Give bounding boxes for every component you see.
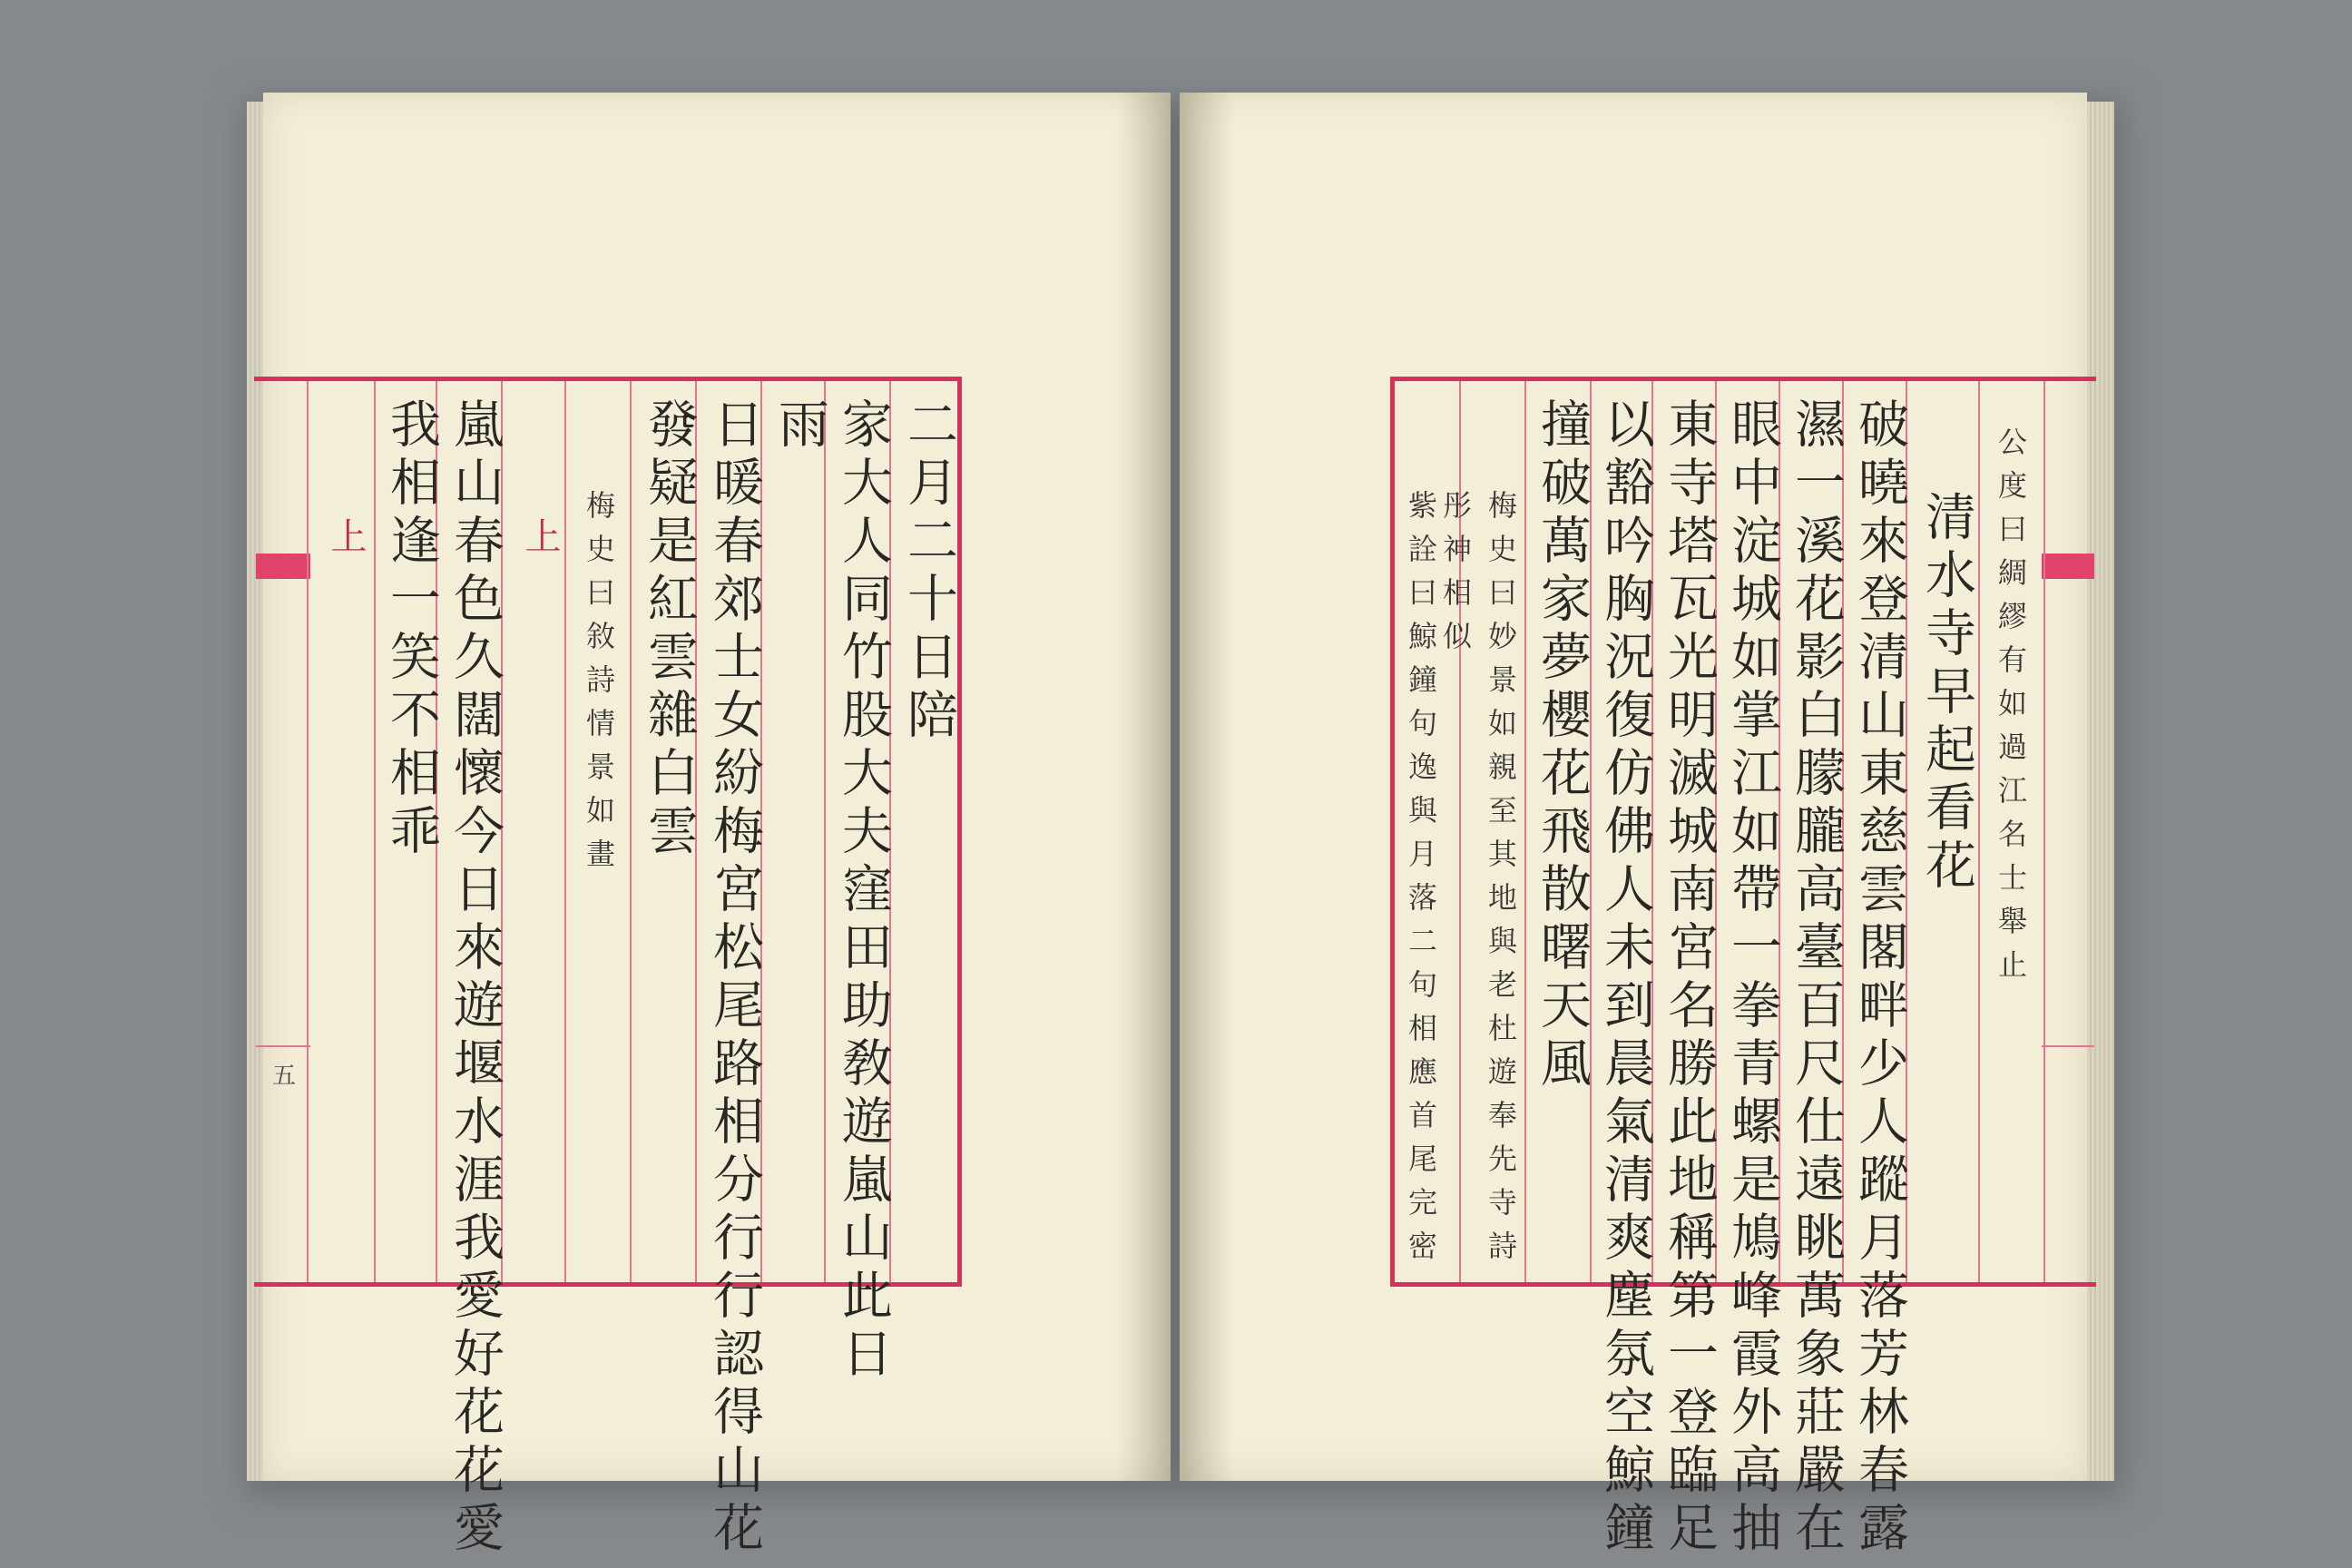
left-rule [630, 381, 632, 1282]
right-gutter-shade [1180, 93, 1234, 1481]
left-gutter-shade [1116, 93, 1171, 1481]
text-column: 撞破萬家夢櫻花飛散曙天風 [1533, 397, 1592, 1094]
text-column: 家大人同竹股大夫窪田助敎遊嵐山此日 [834, 397, 893, 1385]
text-column: 破曉來登清山東慈雲閣畔少人蹤月落芳林春露 [1850, 397, 1909, 1559]
left-edge-rule [256, 1045, 310, 1047]
left-rule [374, 381, 376, 1282]
left-edge-tab [256, 554, 310, 579]
text-column: 眼中淀城如掌江如帶一拳青螺是鳩峰霞外高抽 [1723, 397, 1782, 1559]
right-edge-rule [2042, 1045, 2094, 1047]
text-column: 二月二十日陪 [899, 397, 958, 746]
text-column: 嵐山春色久闊懷今日來遊堰水涯我愛好花花愛 [446, 397, 505, 1559]
poem-title: 清水寺早起看花 [1917, 490, 1976, 897]
right-rule [1978, 381, 1980, 1282]
text-column: 以豁吟胸況復仿佛人未到晨氣清爽塵氛空鯨鐘 [1596, 397, 1655, 1559]
left-rule [564, 381, 566, 1282]
page-number: 五 [272, 1063, 297, 1090]
text-column: 東寺塔瓦光明滅城南宮名勝此地稱第一登臨足 [1660, 397, 1719, 1559]
text-column: 發疑是紅雲雜白雲 [640, 397, 699, 862]
text-column: 日暖春郊士女紛梅宮松尾路相分行行認得山花 [705, 397, 764, 1559]
left-rule [824, 381, 826, 1282]
commentary-column: 紫詮曰鯨鐘句逸與月落二句相應首尾完密 [1404, 490, 1438, 1274]
commentary-column: 彤神相似 [1438, 490, 1473, 664]
text-column: 我相逢一笑不相乖 [382, 397, 441, 862]
right-edge-tab [2042, 554, 2094, 579]
commentary-column: 梅史曰敘詩情景如畫 [582, 490, 616, 882]
right-rule [2043, 381, 2045, 1282]
margin-mark: 上 [519, 517, 561, 561]
right-rule [1524, 381, 1526, 1282]
text-column: 雨 [770, 397, 829, 456]
left-rule [307, 381, 309, 1282]
text-column: 濕一溪花影白朦朧高臺百尺仕遠眺萬象莊嚴在 [1787, 397, 1846, 1559]
commentary-column: 公度曰綢繆有如過江名士舉止 [1994, 426, 2028, 993]
commentary-column: 梅史曰妙景如親至其地與老杜遊奉先寺詩 [1484, 490, 1518, 1274]
margin-mark: 上 [325, 517, 367, 561]
